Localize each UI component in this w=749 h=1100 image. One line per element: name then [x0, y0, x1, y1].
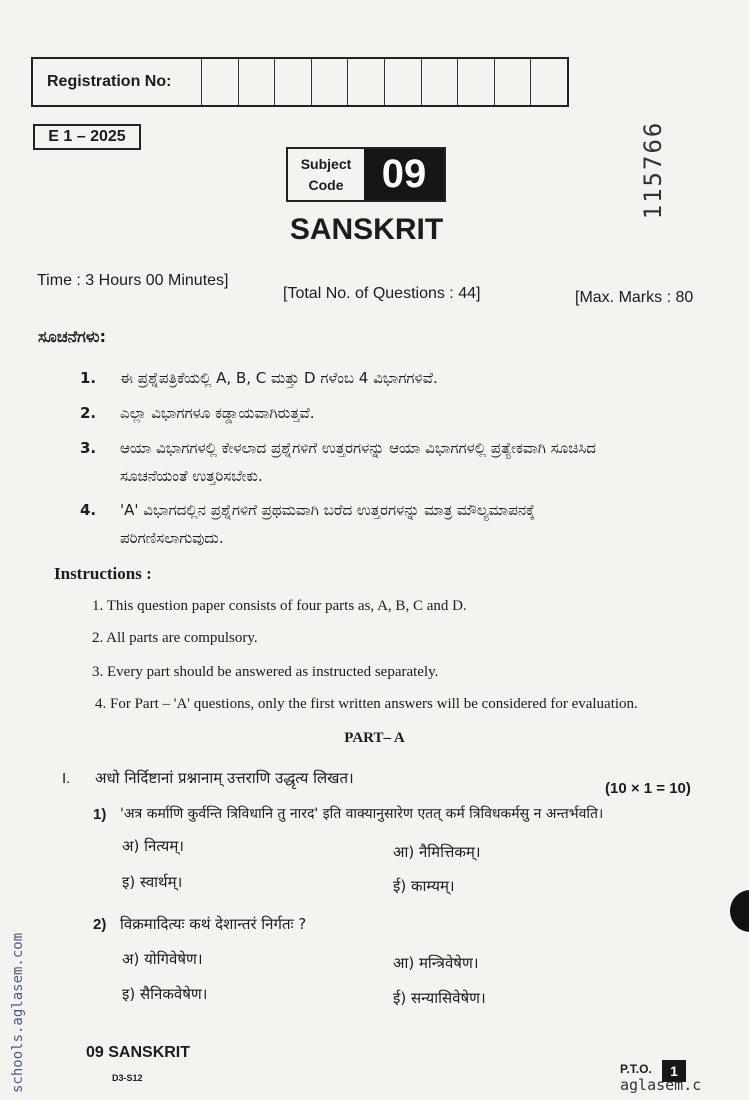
registration-cell [530, 59, 567, 105]
part-heading: PART– A [344, 730, 405, 746]
instruction-item: 2. All parts are compulsory. [92, 630, 258, 646]
question-text: 'अत्र कर्माणि कुर्वन्ति त्रिविधानि तु नारद' इति वाक्यानुसारेण एतत् कर्म त्रिविधकर्मसु न अन्तर्भवति। [120, 806, 604, 822]
section-instruction: अधो निर्दिष्टानां प्रश्नानाम् उत्तराणि उद्धृत्य लिखत। [95, 769, 354, 787]
pto-label: P.T.O. [620, 1062, 652, 1076]
subject-label-line2: Code [308, 176, 344, 193]
total-questions: [Total No. of Questions : 44] [283, 285, 481, 302]
option-i: इ) स्वार्थम्। [122, 873, 183, 891]
watermark-text: aglasem.c [620, 1076, 702, 1094]
item-number: 1. [80, 369, 97, 387]
registration-cell [347, 59, 384, 105]
registration-cell [384, 59, 421, 105]
option-ii: ई) सन्यासिवेषेण। [393, 989, 486, 1007]
registration-cells [201, 59, 567, 105]
section-number: I. [62, 770, 71, 787]
instruction-item: 3. Every part should be answered as instructed separately. [92, 664, 439, 680]
item-number: 2. [80, 404, 97, 422]
registration-cell [311, 59, 348, 105]
option-aa: आ) नैमित्तिकम्। [393, 843, 481, 861]
registration-cell [201, 59, 238, 105]
section-marks: (10 × 1 = 10) [605, 780, 691, 797]
option-ii: ई) काम्यम्। [393, 877, 455, 895]
item-number: 4. [80, 501, 97, 519]
kannada-instructions-heading: ಸೂಚನೆಗಳು: [38, 327, 106, 346]
punch-hole [730, 890, 749, 932]
kannada-item-2 [80, 399, 315, 427]
item-text: ಎಲ್ಲಾ ವಿಭಾಗಗಳೂ ಕಡ್ಡಾಯವಾಗಿರುತ್ತವೆ. [120, 404, 315, 422]
subject-label-line1: Subject [300, 155, 352, 172]
kannada-item-3 [80, 434, 710, 490]
subject-title: SANSKRIT [289, 213, 444, 246]
option-a: अ) नित्यम्। [122, 837, 184, 855]
subject-code-value: 09 [364, 149, 444, 200]
item-text-continued: ಸೂಚನೆಯಂತೆ ಉತ್ತರಿಸಬೇಕು. [120, 467, 263, 485]
item-number: 3. [80, 439, 97, 457]
item-text-continued: ಪರಿಗಣಿಸಲಾಗುವುದು. [120, 529, 224, 547]
side-watermark: schools.aglasem.com [10, 932, 26, 1093]
registration-label: Registration No: [47, 73, 172, 90]
item-text: ಆಯಾ ವಿಭಾಗಗಳಲ್ಲಿ ಕೇಳಲಾದ ಪ್ರಶ್ನೆಗಳಿಗೆ ಉತ್ತರಗಳನ್ನು ಆಯಾ ವಿಭಾಗಗಳಲ್ಲಿ ಪ್ರತ್ಯೇಕವಾಗಿ ಸೂಚಿಸಿದ [120, 439, 596, 457]
footer-subject: 09 SANSKRIT [86, 1044, 191, 1061]
option-aa: आ) मन्त्रिवेषेण। [393, 954, 479, 972]
subject-code-box [286, 147, 446, 202]
instruction-item: 4. For Part – 'A' questions, only the first written answers will be considered for evaluation. [95, 696, 638, 712]
instruction-item: 1. This question paper consists of four parts as, A, B, C and D. [92, 598, 467, 614]
item-text: ಈ ಪ್ರಶ್ನೆಪತ್ರಿಕೆಯಲ್ಲಿ A, B, C ಮತ್ತು D ಗಳೆಂಬ 4 ವಿಭಾಗಗಳಿವೆ. [120, 369, 438, 387]
registration-cell [274, 59, 311, 105]
registration-box [31, 57, 569, 107]
option-i: इ) सैनिकवेषेण। [122, 985, 208, 1003]
kannada-item-4 [80, 496, 710, 552]
question-text: विक्रमादित्यः कथं देशान्तरं निर्गतः ? [120, 915, 307, 933]
registration-cell [494, 59, 531, 105]
serial-number: 115766 [639, 120, 667, 220]
registration-cell [457, 59, 494, 105]
page-number: 1 [662, 1060, 686, 1082]
time-allowed: Time : 3 Hours 00 Minutes] [37, 272, 229, 289]
exam-code: E 1 – 2025 [33, 124, 141, 150]
option-a: अ) योगिवेषेण। [122, 950, 203, 968]
footer-code: D3-S12 [112, 1073, 143, 1083]
question-number: 2) [93, 916, 107, 933]
instructions-heading: Instructions : [54, 564, 152, 583]
registration-cell [421, 59, 458, 105]
kannada-item-1 [80, 364, 438, 392]
registration-cell [238, 59, 275, 105]
item-text: 'A' ವಿಭಾಗದಲ್ಲಿನ ಪ್ರಶ್ನೆಗಳಿಗೆ ಪ್ರಥಮವಾಗಿ ಬರೆದ ಉತ್ತರಗಳನ್ನು ಮಾತ್ರ ಮೌಲ್ಯಮಾಪನಕ್ಕೆ [120, 501, 535, 519]
subject-code-label [288, 149, 364, 200]
max-marks: [Max. Marks : 80 [575, 289, 694, 306]
question-number: 1) [93, 806, 107, 823]
